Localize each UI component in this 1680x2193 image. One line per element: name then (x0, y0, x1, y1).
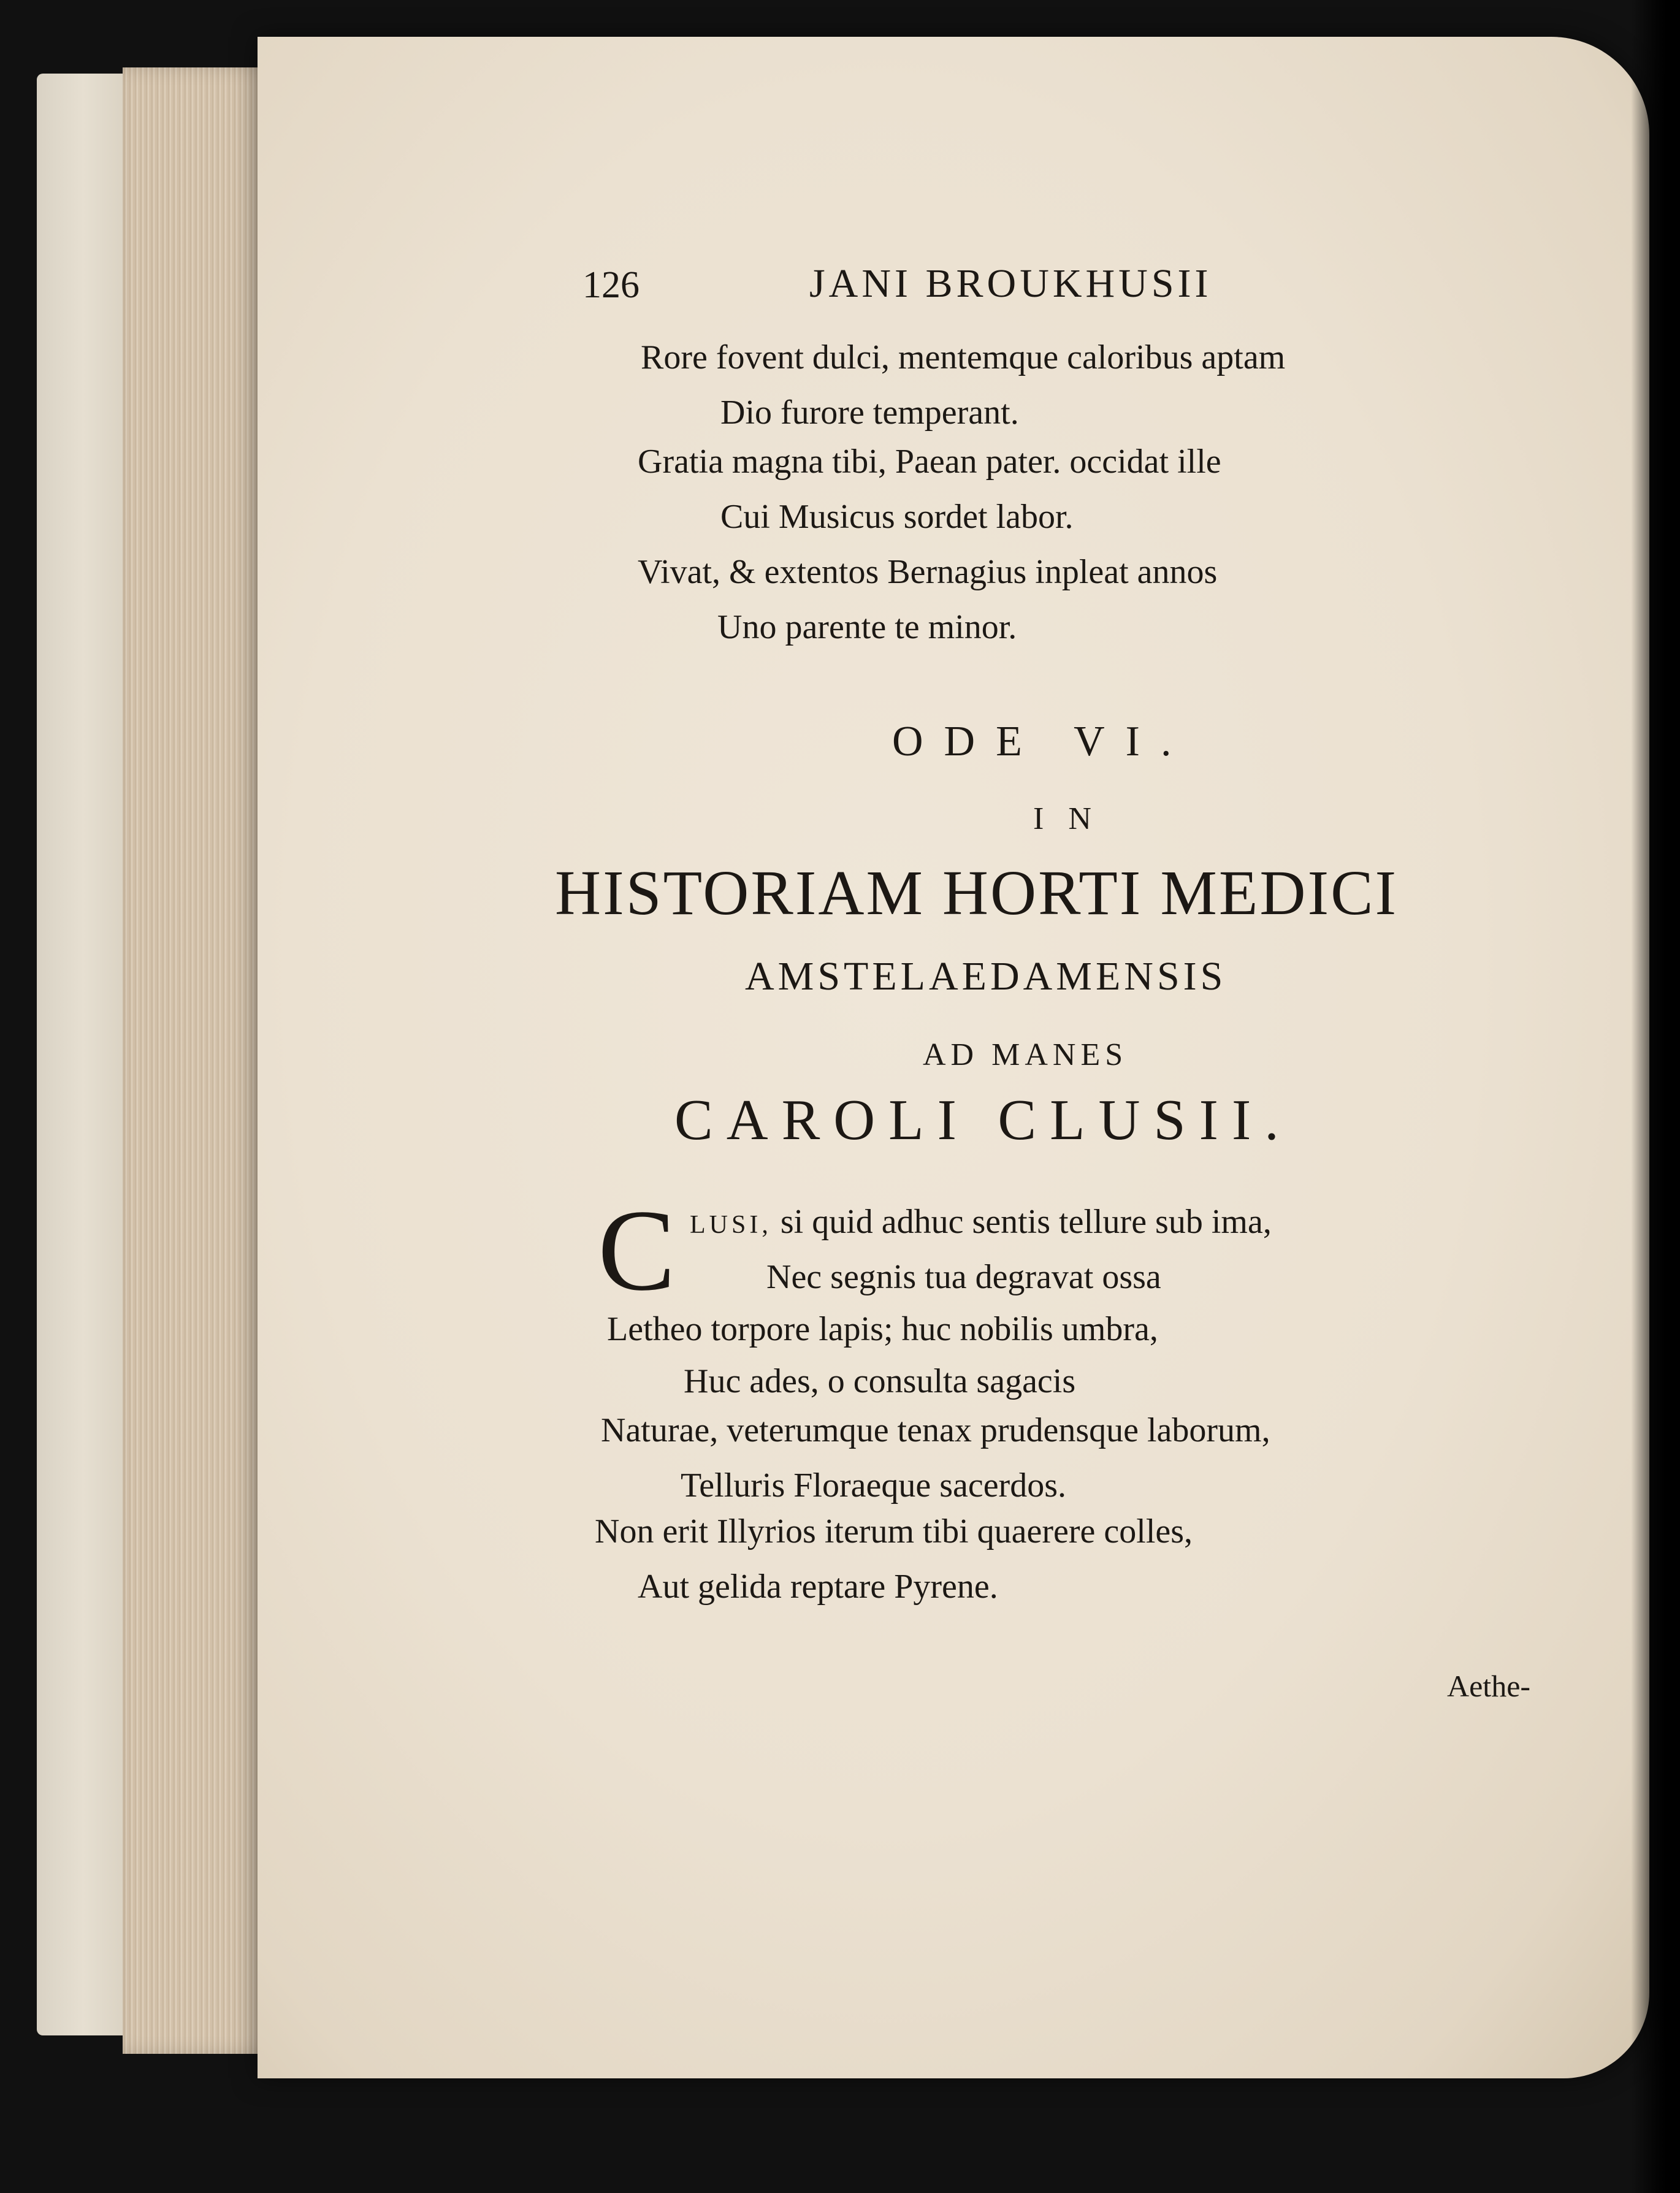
verse-line: Rore fovent dulci, mentemque caloribus aptam (641, 338, 1286, 376)
page-number: 126 (582, 264, 640, 306)
verse-line: Gratia magna tibi, Paean pater. occidat ille (638, 443, 1221, 481)
verse-line: Vivat, & extentos Bernagius inpleat annos (638, 553, 1218, 591)
running-title: JANI BROUKHUSII (809, 261, 1212, 306)
verse-line: Aut gelida reptare Pyrene. (638, 1568, 998, 1606)
first-word-smallcaps: LUSI, (690, 1211, 772, 1239)
verse-line: Telluris Floraeque sacerdos. (681, 1466, 1066, 1505)
verse-line: Non erit Illyrios iterum tibi quaerere colles, (595, 1512, 1193, 1550)
heading-in: IN (1033, 801, 1116, 836)
verse-line: Letheo torpore lapis; huc nobilis umbra, (607, 1310, 1158, 1348)
page-gutter-shadow (1631, 0, 1680, 2193)
verse-line: Dio furore temperant. (720, 394, 1019, 432)
heading-caroli-clusii: CAROLI CLUSII. (674, 1088, 1292, 1152)
verse-line: Huc ades, o consulta sagacis (684, 1362, 1076, 1400)
ode-number: ODE VI. (892, 718, 1193, 765)
heading-ad-manes: AD MANES (923, 1037, 1128, 1072)
heading-amstelaedamensis: AMSTELAEDAMENSIS (745, 954, 1227, 999)
verse-line: Nec segnis tua degravat ossa (766, 1258, 1161, 1296)
heading-historiam: HISTORIAM HORTI MEDICI (555, 858, 1399, 928)
page-edges (123, 67, 276, 2054)
verse-line: Uno parente te minor. (717, 608, 1017, 646)
verse-line: Cui Musicus sordet labor. (720, 498, 1074, 536)
catchword: Aethe- (1447, 1669, 1531, 1703)
first-line-rest: si quid adhuc sentis tellure sub ima, (771, 1203, 1272, 1241)
verse-line: Naturae, veterumque tenax prudensque laborum, (601, 1411, 1270, 1449)
drop-cap: C (598, 1186, 676, 1315)
verse-line-first (690, 1205, 1272, 1239)
